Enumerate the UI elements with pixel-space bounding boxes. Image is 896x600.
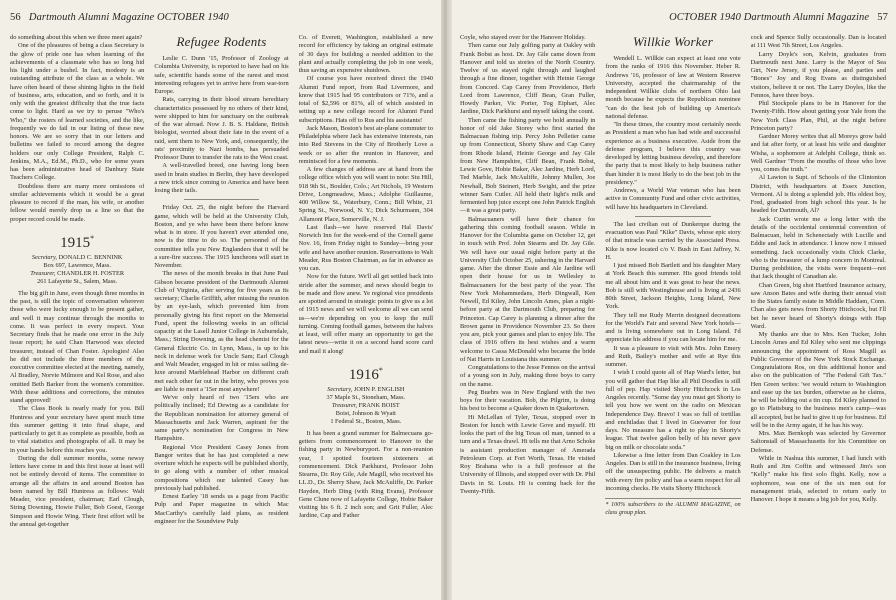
paragraph: Ernest Earley '18 sends us a page from Pacific Pulp and Paper magazine in which Mac MacCarthy's carefully laid plans, as resident engineer for the Soundview Pulp bbox=[154, 493, 289, 525]
class-year: 1915 bbox=[60, 234, 91, 251]
paragraph: Congratulations to the Jesse Fennos on the arrival of a young son in July, making three boys to carry on the name. bbox=[460, 364, 596, 388]
paragraph: Now for the future. We'll all get settled back into stride after the summer, and news should begin to be made and flow anew. Ye regional vice presidents are spotted around in strategic points to give us a lot of 1915 news and we will welcome all we can send us—we're depending on you to keep the mill turning. Coming football games, between the halves at least, will offer many an opportunity to get the latest news—write it on a second hand score card and mail it along! bbox=[298, 273, 433, 355]
paragraph: Regional Vice President Casey Jones from Bangor writes that he has just completed a new overture which he expects will be published shortly, to go along with a number of other musical compositions which our talented Casey has previously had published. bbox=[154, 443, 289, 492]
left-page bbox=[0, 0, 441, 600]
left-column-2 bbox=[154, 34, 288, 594]
right-column-2 bbox=[605, 34, 740, 594]
paragraph: Larry Doyle's son, Kelvin, graduates from Dartmouth next June. Larry is the Mayor of Sea Girt, New Jersey, if you please, and parties and "Bones" Joy and Rog Evans as distinguished visitors, believe it or not. The Larry Doyles, like the Fennos, have three boys. bbox=[750, 50, 886, 99]
treasurer-name: FRANK BOIST bbox=[358, 401, 400, 409]
paragraph: do something about this when we three meet again? bbox=[10, 34, 143, 41]
treasurer-label: Treasurer, bbox=[331, 401, 358, 409]
treasurer-label: Treasurer, bbox=[30, 269, 56, 277]
secretary-label: Secretary, bbox=[327, 385, 353, 393]
treasurer-block bbox=[10, 270, 144, 278]
secretary-block bbox=[299, 386, 433, 394]
paragraph: Peg Buehrs was in New England with the two boys for their vacation. Bob, the Pilgrim, is doing his best to become a Quaker down in Quakertown. bbox=[460, 388, 596, 413]
left-running-head bbox=[10, 12, 229, 23]
secretary-address: 37 Maple St., Stoneham, Mass. bbox=[326, 393, 406, 401]
paragraph: Doubtless there are many more omissions of similar achievements which it would be a great pleasure to record if the man, his wife, or another fellow would merely drop us a line so that the proper record could be made. bbox=[10, 182, 145, 223]
paragraph: Of course you have received direct the 1940 Alumni Fund report, from Rad Livermore, and know that 1915 had 95 contributors or 71%, and a total of $2,596 or 81%, all of which assisted in setting up a new college record for Alumni Fund subscriptions. Hats off to Rus and his assistants! bbox=[298, 75, 433, 124]
paragraph: One of the pleasures of being a class Secretary is the glow of pride one has when learning of the achievements of a classmate who has so long hid his light under a bushel. In fact, modesty is an outstanding attribute of the class as a whole. We have often heard of these shining lights in the field of business, arts, education, and so forth, and it is only with the greatest difficulty that the true facts come to light. Hard as we try to peruse "Who's Who," the rosters of learned societies, and the like, frequently we do fail in our listing of these new honors. We are so sorry that in our letters and bulletins we failed to record among the degree holders our only College President, Ralph C. Jenkins, M.A., Ed.M., Ph.D., who for some years has been administrative head of Danbury State Teachers College. bbox=[10, 42, 145, 182]
secretary-name: JOHN P. ENGLISH bbox=[353, 385, 405, 393]
paragraph: During the dull summer months, some newsy letters have come in and this first issue at least will not be entirely devoid of items. The committee to arrange all the affairs in and around Boston has been named by Bill Huntress as follows: Walt Meader, vice president, chairman; Earl Clough, String Downing, Howie Fuller, Bob Goest, George Simpson and Howie Wing. Their first effort will be the annual get-together bbox=[10, 454, 145, 528]
paragraph: cock and Spence Sully occasionally. Dan is located at 111 West 7th Street, Los Angeles. bbox=[750, 34, 886, 50]
page-gutter bbox=[441, 0, 452, 600]
section-divider bbox=[184, 199, 258, 200]
left-page-number: 56 bbox=[10, 12, 21, 23]
paragraph: Rats, carrying in their blood stream hereditary characteristics possessed by no others of their kind, were shipped to him for sanctuary on the outbreak of the war abroad. Now J. B. S. Haldane, British biologist, worried about their fate in the event of a raid, sent them to New York, and, consequently, the rats' proximity to Nazi bombs, has persuaded Professor Dunn to transfer the rats to the West coast. bbox=[154, 96, 289, 161]
right-column-1 bbox=[460, 34, 595, 594]
paragraph: Then came the fishing party we hold annually in honor of old Jake Storey who first started the Balmacuan fishing trip. Percy John Pelletier came up from Connecticut, Shorty Shaw and Cap Carey from Rhode Island, Heinie George and Jay Gile from New Hampshire, Cliff Bean, Frank Bobst, Lewie Gove, Hobie Baker, Alec Jardine, Herb Lord, Ted Marble, Jack McAuliffe, Johnny Mullen, Joe Newhall, Bob Steinert, Herb Swight, and the prize winner Sam Cutler. All held their light's milk and fermented hop juice except one John Patrick English—it was a great party. bbox=[460, 116, 596, 215]
class-year-mark: * bbox=[90, 233, 95, 243]
paragraph: The news of the month breaks in that June Paul Gibson became president of the Dartmouth Alumni Club of Virginia, after serving for five years as its secretary; Charlie Griffith, after missing the reunion by an eye-lash, which prevented him from personally giving his first report on the Memorial Fund, spent the following weeks in an official capacity at the Lasell Junior College in Auburndale, Mass.; String Downing, as the head chemist for the General Electric Co. in Lynn, Mass., is up to his neck in defense work for Uncle Sam; Earl Clough and Walt Meader, engaged in hit or miss sailing de-luxe around Marblehead Harbor on different craft met each other far out in the briny, who proves you are liable to meet a '15er most anywhere! bbox=[154, 270, 289, 393]
paragraph: Friday Oct. 25, the night before the Harvard game, which will be held at the University Club, Boston, and ye who have been there before know what is in store. If you haven't ever attended one, now is the time to do so. The personnel of the committee tells you New Englanders that it will be a sure-fire success. The 1915 luncheons will start in November. bbox=[154, 204, 289, 269]
right-running-head bbox=[669, 12, 888, 23]
article-title: Willkie Worker bbox=[633, 34, 713, 49]
paragraph: Al Lawton is Supt. of Schools of the Clintonton District, with headquarters at Essex Junction, Vermont. Al is doing a splendid job. His oldest boy, Fred, graduated from high school this year. Is he headed for Dartmouth, Al? bbox=[750, 174, 886, 215]
paragraph: Mrs. Max Bernkoph was selected by Governor Saltonstall of Massachusetts for his Committee on Defense. bbox=[750, 430, 886, 454]
paragraph: Jack Curtin wrote me a long letter with the details of the occidental centennial convention of Balmacuan, held in Schenectady with Lucille and Eddie and Jack in attendance. I know now I missed something. Jack occasionally visits Chick Clarke, who is the treasurer of a lump concern in Montreal. During prohibition, the visits were frequent—not that Jack thought of Canadian ale. bbox=[750, 215, 886, 281]
class-year-heading bbox=[10, 230, 144, 252]
paragraph: Hi McLellan of Tyler, Texas, stopped over in Boston for lunch with Lewie Gove and myself. Hi looks the part of the big Texas oil man, tanned to a turn and a Texas drawl. Hi tells me that Arno Schoke is assistant production manager of Amerada Petroleum Corp. at Fort Worth, Texas. He visited Roy Brahana who is a full professor at the University of Illinois, and stopped over with Dr. Phil Davis in St. Louis. Hi is coming back for the Twenty-Fifth. bbox=[460, 413, 596, 495]
paragraph: Likewise a fine letter from Dan Coakley in Los Angeles. Dan is still in the insurance business, living off the unsuspecting public. He delivers a match with every fire policy and has a warm respect for all incoming checks. He visits Shorty Hitchcock bbox=[605, 451, 741, 492]
paragraph: I wish I could quote all of Hap Ward's letter, but you will gather that Hap like all Phil Doodles is still full of pep. Hap visited Shorty Hitchcock in Los Angeles recently. "Some day you must get Shorty to tell you how we went on the radio on Mexican Independence Day. Bravo! I was so full of tortillas and enchiladas that I lived in Guevarrer for four days. No measure has a right to play in Shorty's league. That twelve gallon belly of his never gave big on milk or chocolate soda." bbox=[605, 369, 741, 451]
paragraph: A few changes of address are at hand from the college office which you will want to note: Stu Hill, 918 9th St., Boulder, Colo.; Art Nichols, 19 Western Drive, Longmeadow, Mass.; Adolphe Guillaume, 400 Willow St., Waterbury, Conn.; Bill White, 21 Spring St., Norwood, N. Y.; Dick Schurmann, 304 Allamont Place, Somerville, N. J. bbox=[298, 166, 433, 223]
paragraph: A well-travelled breed, one having long been used in brain studies in Berlin, they have developed a new trick since coming to America and have been losing their tails. bbox=[154, 162, 289, 194]
paragraph: We've only heard of two '15ers who are politically inclined; Ed Dewing as a candidate for the Republican nomination for attorney general of Massachusetts and Jack Warren, aspirant for the same party's nomination for Congress in New Hampshire. bbox=[154, 394, 289, 443]
class-year-mark: * bbox=[378, 365, 383, 375]
treasurer-block bbox=[299, 402, 433, 410]
paragraph: The Class Book is nearly ready for you. Bill Huntress and your secretary have spent much time this summer getting it into final shape, and particularly to get it as complete as possible, both as to vital statistics and photographs of all. It may be in your hands before this reaches you. bbox=[10, 405, 145, 454]
secretary-block bbox=[10, 254, 144, 262]
paragraph: Leslie C. Dunn '15, Professor of Zoology at Columbia University, is reported to have had on his safe, scientific hands some of the rarest and most interesting refugees yet to arrive here from war-torn Europe. bbox=[154, 55, 289, 95]
paragraph: Wendell L. Willkie can expect at least one vote from the ranks of 1916 this November. Heber R. Andrews '16, professor of law at Western Reserve University, accepted the chairmanship of the independent Willkie clubs of northern Ohio last month because he expects the Republican nominee "can do the best job of building up America's national defense. bbox=[605, 55, 741, 120]
class-year: 1916 bbox=[348, 366, 379, 383]
secretary-name: DONALD C. BENNINK bbox=[58, 253, 123, 261]
right-page bbox=[452, 0, 896, 600]
paragraph: I just missed Bob Bartlett and his daughter Mary at York Beach this summer. His good friends told me all about him and it was great to hear the news. Bob is still with Westinghouse and is living at 2436 80th Street, Jackson Heights, Long Island, New York. bbox=[605, 262, 741, 311]
left-column-1 bbox=[10, 34, 144, 594]
paragraph: It has been a grand summer for Balmecuans go-getters from commencement to Hanover to the fishing party in Newburyport. For a non-reunion year, I spotted fourteen sixteeners at commencement. Dick Parkhurst, Professor John Stearns, Dr. Roy Gile, Ade Magill, who received his LL.D., Dr. Sherry Shaw, Jack McAuliffe, Dr. Parker Hayden, Herb Ding (with Ring Evans), Professor Gene Clune now of Lafayette College, Hobie Baker visiting his 6 ft. 2 inch son; and Grit Fuller, Alec Jardine, Cap and Father bbox=[298, 429, 433, 520]
paragraph: Andrews, a World War veteran who has been active in Community Fund and other civic activities, will have his headquarters in Cleveland. bbox=[605, 187, 741, 211]
paragraph: "In these times, the country most certainly needs as President a man who has had wide and successful experience as a business executive. Aside from the defense program, I believe this country was developed by letting business develop, and therefore the party that is most likely to help business rather than hinder it is most likely to do the best job in the presidency." bbox=[605, 121, 741, 186]
class-year-heading bbox=[299, 362, 433, 384]
paragraph: It was a pleasure to visit with Mrs. John Emery and Ruth, Bailey's mother and wife at Rye this summer. bbox=[605, 344, 741, 368]
paragraph: Last flash—we have reserved Hal Davis' Norwich Inn for the week-end of the Cornell game Nov. 16, from Friday night to Sunday—bring your wife and have another reunion. Reservations to Walt Meader, Rus Boston Chairman, as far in advance as you can. bbox=[298, 223, 433, 272]
paragraph: The last civilian out of Dunkerque during the evacuation was Paul "Kike" Davis, whose epic story of that miracle was carried by the Associated Press. Kike is now located c/o V. Bush in East Jaffrey, N. H. bbox=[605, 220, 741, 261]
paragraph: My thanks are due to Mrs. Ken Tucker, John Lincoln Ames and Ed Kiley who sent me clippings announcing the appointment of Ross Magill as Public Governor of the New York Stock Exchange. Congratulations Ros, on this additional honor and also on the publication of "The Federal Gift Tax." Hen Green writes: 'we would return to Washington and ease up the tax burden, otherwise as he claims, he will be holding out a tin cup. Ed Kiley planned to go to Plattsburg to the business men's camp—was all accepted, but he had to give it up for business. Ed will be in the Army again, if he has his way. bbox=[750, 331, 886, 429]
paragraph: Coyle, who stayed over for the Hanover Holiday. bbox=[460, 34, 586, 41]
paragraph: The big gift in June, even though three months in the past, is still the topic of conversation wherever those who were lucky enough to be present gather, and well it may continue through the months to come. It was perfect in every respect. Your Secretary finds that he made one error in the July issue report; he said Chan Harwood was elected treasurer, instead of Chan Foster. Apologies! Also he did not include the three members of the executive committee elected at the meeting, namely, Al Bradley, Norvie Milmore and Kel Rose, and also omitted Beth Barker from the women's committee. With these additions and corrections, the minutes stand approved! bbox=[10, 289, 145, 404]
secretary-address: Box 697, Lawrence, Mass. bbox=[43, 261, 111, 269]
footnote: * 100% subscribers to the ALUMNI MAGAZINE, on class group plan. bbox=[605, 498, 740, 517]
paragraph: Chan Green, big shot Hartford Insurance actuary, saw Anson Bates and wife during their annual visit to the States family estate in Middle Haddam, Conn. Chan also gets news from Shorty Hitchcock, but I'll bet he never heard of Shorty's doings with Hap Ward. bbox=[750, 281, 886, 330]
secretary-label: Secretary, bbox=[31, 253, 58, 261]
paragraph: Jack Mason, Boston's best air-plane commuter to Philadelphia where Jack has extensive interests, ran into Red Stevens in the City of Brotherly Love a week or so after the reunion in Hanover, and reminisced for a few moments. bbox=[298, 124, 433, 165]
treasurer-address: Boist, Johnson & Wyatt bbox=[335, 409, 396, 417]
paragraph: Then came our July golfing party at Oakley with Frank Bobst as host. Dr. Jay Gile came down from Hanover and told us stories of the North Country. Twelve of us stayed right through and laughed through a fine dinner, together with Heinie George from Concord. Cap Carey from Providence, Herb Lord from Lawrence, Cliff Bean, Gran Fuller, Howdy Parker, Vic Porter, Tog Eiphart, Alec Jardine, Dick Parkhurst and myself taking the count. bbox=[460, 42, 596, 116]
right-column-3 bbox=[751, 34, 886, 594]
section-divider bbox=[635, 216, 710, 217]
treasurer-name: CHANDLER H. FOSTER bbox=[57, 269, 125, 277]
paragraph: They tell me Rudy Merrin designed decorations for the World's Fair and several New York hotels—and is living somewhere out in Long Island. I'd appreciate his address if you can locate him for me. bbox=[605, 311, 741, 344]
paragraph: Phil Stockpole plans to be in Hanover for the Twenty-Fifth. How about getting your Yale from the New York Class Plan, Phil, at the night before Princeton party? bbox=[750, 100, 886, 132]
paragraph: Gardner Morey writes that all Moreys grow bald and fat after forty, or at least his wife and daughter Wisha, a sophomore at Adelphi College, think so. Well Gardner "From the mouths of those who love you, comes the truth." bbox=[750, 133, 886, 173]
treasurer-address: 261 Lafayette St., Salem, Mass. bbox=[37, 277, 118, 285]
right-page-number: 57 bbox=[877, 12, 888, 23]
paragraph: While in Nashua this summer, I had lunch with Ruth and Jim Coffin and witnessed Jim's son "Kelly" make his first solo flight. Kelly, now a sophomore, was one of the six men out for management trials, selected to return early to Hanover. I hope it means a big job for you, Kelly. bbox=[750, 454, 886, 503]
right-head-title: OCTOBER 1940 Dartmouth Alumni Magazine bbox=[669, 12, 870, 23]
article-title: Refugee Rodents bbox=[176, 34, 267, 49]
left-head-title: Dartmouth Alumni Magazine OCTOBER 1940 bbox=[28, 12, 229, 23]
paragraph: Co. of Everett, Washington, established a new record for efficiency by taking an original estimate of 30 days for building a needed addition to the plant and actually completing the job in one week, thus saving an expensive shutdown. bbox=[298, 34, 433, 74]
treasurer-address-2: 1 Federal St., Boston, Mass. bbox=[330, 417, 402, 425]
paragraph: Balmacuaners will have their chance for gathering this coming football season. While in Hanover for the Columbia game on October 12, get in touch with Prof. John Stearns and Dr. Jay Gile. We will have our usual night before party at the University Club October 25, ushering in the Harvard game. After the dinner Essie and Ale Jardine will open their house for us in Wellesley to Balmacuaners for the best party of the year. The New York Mohammedans, Herb Dingwall, Ken Newell, Ed Kiley, John Lincoln Ames, plan a night-before party at the Dartmouth Club, preparing for Princeton. Cap Carey is planning a dinner after the Brown game in Providence November 23. So there you are, pick your games and plan to enjoy life. The class of 1916 offers its best wishes and a warm welcome to Cassa McDonald who became the bride of Nat Harris in Louisiana this summer. bbox=[460, 215, 596, 363]
left-column-3 bbox=[299, 34, 433, 594]
